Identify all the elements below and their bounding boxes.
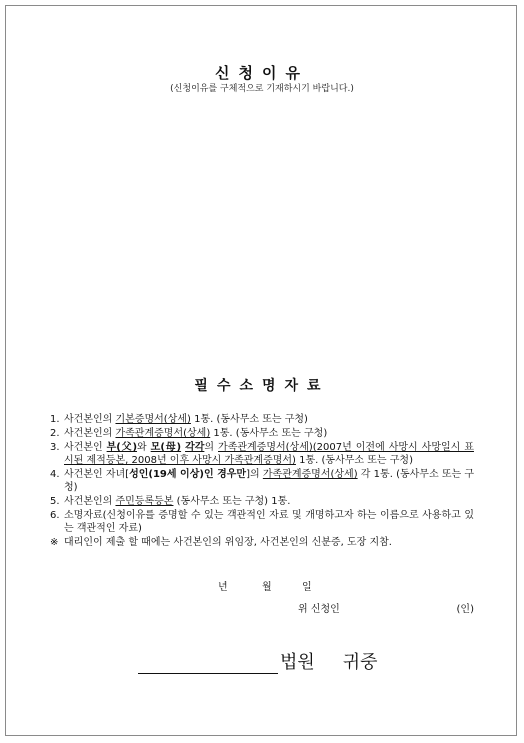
item-text: 사건본인의 xyxy=(64,414,116,425)
item-text: 소명자료(신청이유를 증명할 수 있는 객관적인 자료 및 개명하고자 하는 이름으로 사용하고 있는 객관적인 자료) xyxy=(64,510,474,534)
item-text: 사건본인의 xyxy=(64,428,116,439)
item-text: 사건본인의 xyxy=(64,496,116,507)
applicant-label: 위 신청인 xyxy=(298,604,340,615)
item-number: 2. xyxy=(50,428,60,439)
page-border xyxy=(5,5,517,736)
item-emphasis: 모(母) xyxy=(150,442,182,453)
required-documents-title: 필수소명자료 xyxy=(194,378,330,394)
seal-label: (인) xyxy=(456,604,474,615)
item-text: 1통. (동사무소 또는 구청) xyxy=(210,428,328,439)
court-address-line xyxy=(138,648,378,674)
item-text: ]의 xyxy=(246,469,263,480)
list-item xyxy=(50,495,474,508)
date-year-label: 년 xyxy=(218,582,228,593)
list-item xyxy=(50,413,474,426)
list-item xyxy=(50,427,474,440)
item-number: 3. xyxy=(50,442,60,453)
item-document-name: 기본증명서(상세) xyxy=(115,414,191,425)
page-subtitle: (신청이유를 구체적으로 기재하시기 바랍니다.) xyxy=(170,84,354,94)
item-emphasis: 성인(19세 이상)인 경우만 xyxy=(129,469,247,480)
page-title: 신청이유 xyxy=(215,64,309,82)
court-name-blank[interactable] xyxy=(138,653,278,674)
list-item xyxy=(50,441,474,467)
item-text: 의 xyxy=(204,442,219,453)
item-document-name: 가족관계증명서(상세) xyxy=(262,469,358,480)
date-month-label: 월 xyxy=(262,582,272,593)
item-number: 5. xyxy=(50,496,60,507)
item-text: 1통. (동사무소 또는 구청) xyxy=(190,414,308,425)
list-item xyxy=(50,509,474,535)
item-emphasis: 각각 xyxy=(185,442,205,453)
list-item xyxy=(50,468,474,494)
list-item xyxy=(50,536,474,549)
applicant-signature-line xyxy=(298,600,474,615)
note-marker: ※ xyxy=(50,537,59,548)
item-text: (동사무소 또는 구청) 1통. xyxy=(173,496,291,507)
item-number: 1. xyxy=(50,414,60,425)
date-day-label: 일 xyxy=(302,582,312,593)
item-document-name: 가족관계증명서(상세)(2007년 이전에 사망시 사망일시 표시된 제적등본, 2008년 이후 사망시 가족관계증명서) xyxy=(64,442,474,466)
item-emphasis: 부(父) xyxy=(106,442,138,453)
item-text: 1통. (동사무소 또는 구청) xyxy=(295,455,413,466)
item-number: 4. xyxy=(50,469,60,480)
date-line xyxy=(218,578,312,593)
item-number: 6. xyxy=(50,510,60,521)
item-text: 사건본인 자녀[ xyxy=(64,469,130,480)
item-text: 각 1통. (동사무소 또는 구청) xyxy=(64,469,474,493)
court-honorific: 귀중 xyxy=(342,652,378,673)
item-text: 사건본인 xyxy=(64,442,107,453)
item-text: 대리인이 제출 할 때에는 사건본인의 위임장, 사건본인의 신분증, 도장 지참. xyxy=(64,537,392,548)
item-text: 와 xyxy=(137,442,151,453)
required-documents-list xyxy=(50,413,474,550)
item-document-name: 주민등록등본 xyxy=(115,496,174,507)
item-document-name: 가족관계증명서(상세) xyxy=(115,428,211,439)
court-label: 법원 xyxy=(280,652,315,673)
